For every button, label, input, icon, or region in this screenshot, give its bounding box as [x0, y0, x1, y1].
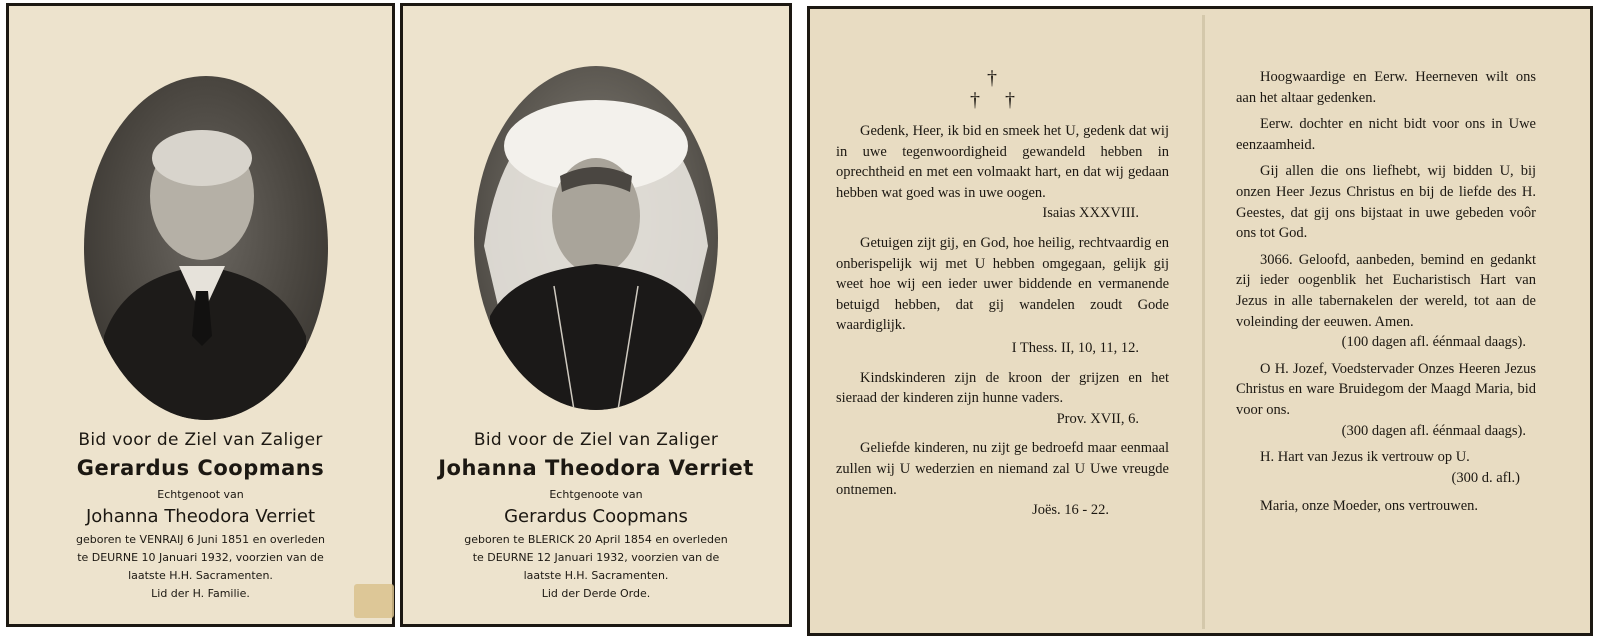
- right-text-column: [1236, 67, 1536, 517]
- verse-3: Kindskinderen zijn de kroon der grijzen en het sieraad der kinderen zijn hunne vaders.: [836, 369, 1169, 407]
- prayer-5: O H. Jozef, Voedstervader Onzes Heeren Jezus Christus en ware Bruidegom der Maagd Maria, bid voor ons.: [1236, 360, 1536, 418]
- prayer-text-card: [807, 6, 1593, 636]
- verse-1-ref: Isaias XXXVIII.: [1042, 205, 1139, 222]
- memorial-card-johanna: [400, 3, 792, 627]
- prayer-heading: Bid voor de Ziel van Zaliger: [473, 430, 719, 450]
- prayer-5-indulgence: (300 dagen afl. éénmaal daags).: [1341, 422, 1526, 439]
- deceased-name: Gerardus Coopmans: [76, 456, 325, 480]
- man-portrait-icon: [84, 76, 328, 420]
- stain-mark: [354, 584, 394, 618]
- verse-4-ref: Joës. 16 - 22.: [1032, 502, 1109, 519]
- prayer-3: Gij allen die ons liefhebt, wij bidden U, bij onzen Heer Jezus Christus en bij de liefde des H. Geestes, dat gij ons bijstaat in uwe gebeden voôr ons tot God.: [1236, 163, 1536, 242]
- membership-line: Lid der H. Familie.: [151, 587, 250, 600]
- memorial-card-gerardus: [6, 3, 395, 627]
- prayer-7: Maria, onze Moeder, ons vertrouwen.: [1260, 498, 1479, 515]
- verse-4: Geliefde kinderen, nu zijt ge bedroefd maar eenmaal zullen wij U wederzien en niemand zal U Uwe vreugde ontnemen.: [836, 440, 1169, 498]
- prayer-1: Hoogwaardige en Eerw. Heerneven wilt ons aan het altaar gedenken.: [1236, 69, 1536, 106]
- prayer-2: Eerw. dochter en nicht bidt voor ons in Uwe eenzaamheid.: [1236, 116, 1536, 153]
- relation-label: Echtgenoote van: [549, 488, 643, 501]
- prayer-4-indulgence: (100 dagen afl. éénmaal daags).: [1341, 334, 1526, 351]
- cross-top: †: [987, 67, 997, 89]
- relation-label: Echtgenoot van: [157, 488, 244, 501]
- portrait-photo-gerardus: [84, 76, 328, 420]
- prayer-6: H. Hart van Jezus ik vertrouw op U.: [1260, 449, 1470, 466]
- prayer-4: 3066. Geloofd, aanbeden, bemind en gedankt zij ieder oogenblik het Eucharistisch Hart van Jezus in alle tabernakelen der wereld, tot aan de voleinding der eeuwen. Amen.: [1236, 251, 1536, 330]
- membership-line: Lid der Derde Orde.: [541, 587, 651, 600]
- cross-bottom: † †: [970, 89, 1025, 111]
- prayer-6-indulgence: (300 d. afl.): [1451, 469, 1520, 486]
- sacraments-line: laatste H.H. Sacramenten.: [523, 569, 669, 582]
- card-fold: [1202, 15, 1205, 629]
- verse-1: Gedenk, Heer, ik bid en smeek het U, gedenk dat wij in uwe tegenwoordigheid gewandeld hebben in oprechtheid en met een volmaakt hart, en dat wij gedaan hebben wat goed was in uwe oogen.: [836, 123, 1169, 201]
- spouse-name: Johanna Theodora Verriet: [85, 506, 316, 527]
- portrait-photo-johanna: [474, 66, 718, 410]
- prayer-heading: Bid voor de Ziel van Zaliger: [78, 430, 323, 450]
- left-text-column: [836, 121, 1169, 521]
- deceased-name: Johanna Theodora Verriet: [438, 456, 754, 480]
- woman-portrait-icon: [474, 66, 718, 410]
- birth-line: geboren te BLERICK 20 April 1854 en overleden: [464, 533, 728, 546]
- crosses-icon: [970, 67, 1050, 117]
- verse-3-ref: Prov. XVII, 6.: [1056, 410, 1139, 427]
- birth-line: geboren te VENRAIJ 6 Juni 1851 en overleden: [75, 533, 325, 546]
- death-line: te DEURNE 12 Januari 1932, voorzien van de: [472, 551, 720, 564]
- sacraments-line: laatste H.H. Sacramenten.: [128, 569, 273, 582]
- death-line: te DEURNE 10 Januari 1932, voorzien van de: [77, 551, 324, 564]
- verse-2-ref: I Thess. II, 10, 11, 12.: [1011, 339, 1139, 356]
- verse-2: Getuigen zijt gij, en God, hoe heilig, rechtvaardig en onberispelijk wij met U hebben omgegaan, gelijk gij weet hoe wij een ieder uwer biddende en vermanende betuigd hebben, dat gij wandelen zoudt Gode waardiglijk.: [836, 234, 1169, 334]
- spouse-name: Gerardus Coopmans: [504, 506, 688, 527]
